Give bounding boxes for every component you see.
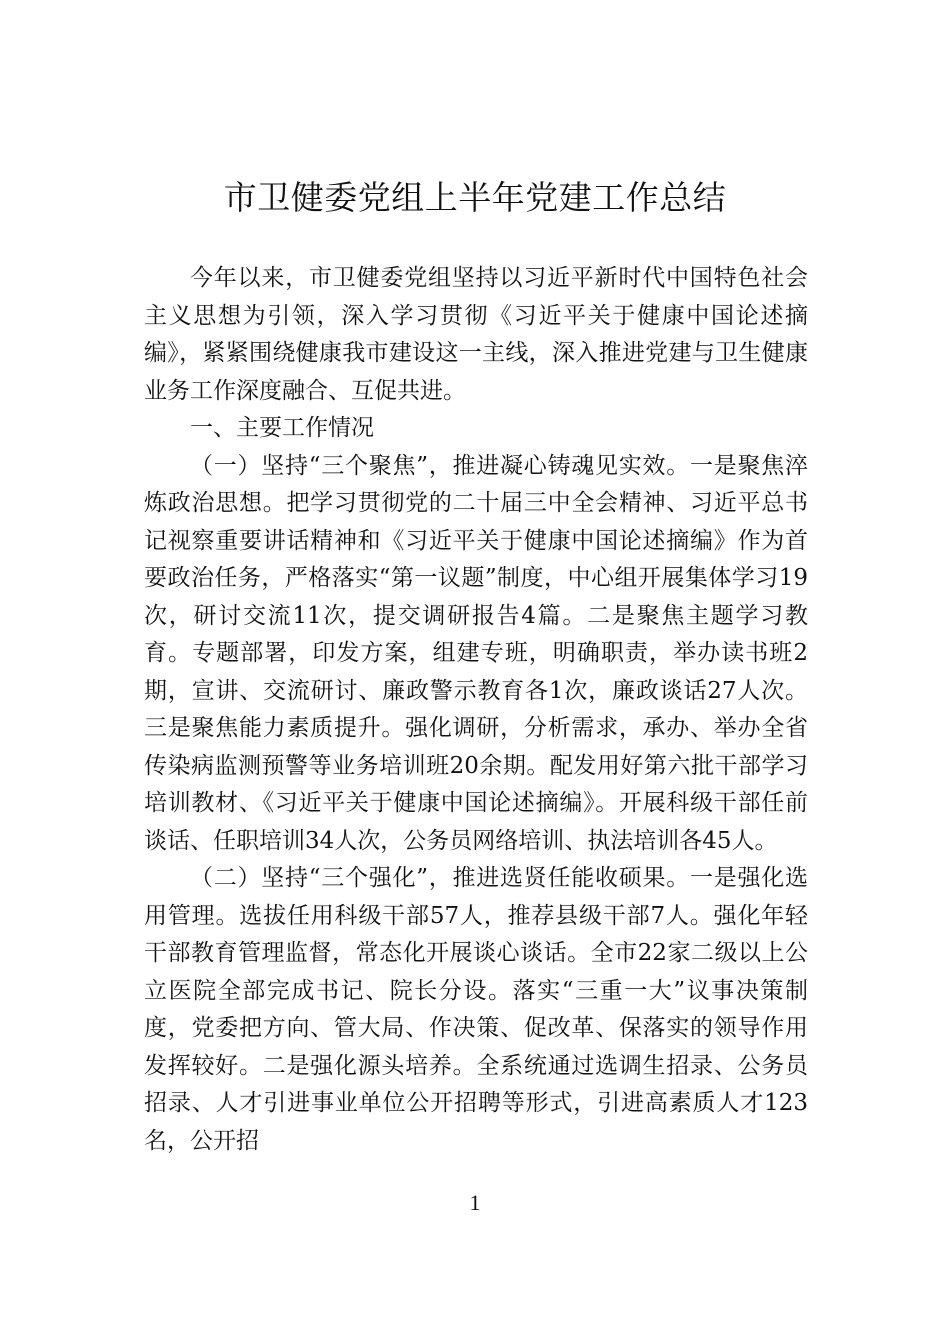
body-paragraph: （二）坚持“三个强化”，推进选贤任能收硕果。一是强化选用管理。选拔任用科级干部57人，推荐县级干部7人。强化年轻干部教育管理监督，常态化开展谈心谈话。全市22家二级以上公立医院全部完成书记、院长分设。落实“三重一大”议事决策制度，党委把方向、管大局、作决策、促改革、保落实的领导作用发挥较好。二是强化源头培养。全系统通过选调生招录、公务员招录、人才引进事业单位公开招聘等形式，引进高素质人才123名，公开招 bbox=[144, 865, 808, 1154]
body-paragraph: （一）坚持“三个聚焦”，推进凝心铸魂见实效。一是聚焦淬炼政治思想。把学习贯彻党的二十届三中全会精神、习近平总书记视察重要讲话精神和《习近平关于健康中国论述摘编》作为首要政治任务，严格落实“第一议题”制度，中心组开展集体学习19次，研讨交流11次，提交调研报告4篇。二是聚焦主题学习教育。专题部署，印发方案，组建专班，明确职责，举办读书班2期，宣讲、交流研讨、廉政警示教育各1次，廉政谈话27人次。三是聚焦能力素质提升。强化调研，分析需求，承办、举办全省传染病监测预警等业务培训班20余期。配发用好第六批干部学习培训教材、《习近平关于健康中国论述摘编》。开展科级干部任前谈话、任职培训34人次，公务员网络培训、执法培训各45人。 bbox=[144, 452, 808, 854]
document-title: 市卫健委党组上半年党建工作总结 bbox=[223, 178, 727, 217]
intro-paragraph: 今年以来，市卫健委党组坚持以习近平新时代中国特色社会主义思想为引领，深入学习贯彻《习近平关于健康中国论述摘编》，紧紧围绕健康我市建设这一主线，深入推进党建与卫生健康业务工作深度融合、互促共进。 bbox=[144, 265, 808, 404]
page-number: 1 bbox=[469, 1190, 481, 1215]
document-body bbox=[144, 260, 808, 1160]
section-heading: 一、主要工作情况 bbox=[190, 415, 374, 441]
